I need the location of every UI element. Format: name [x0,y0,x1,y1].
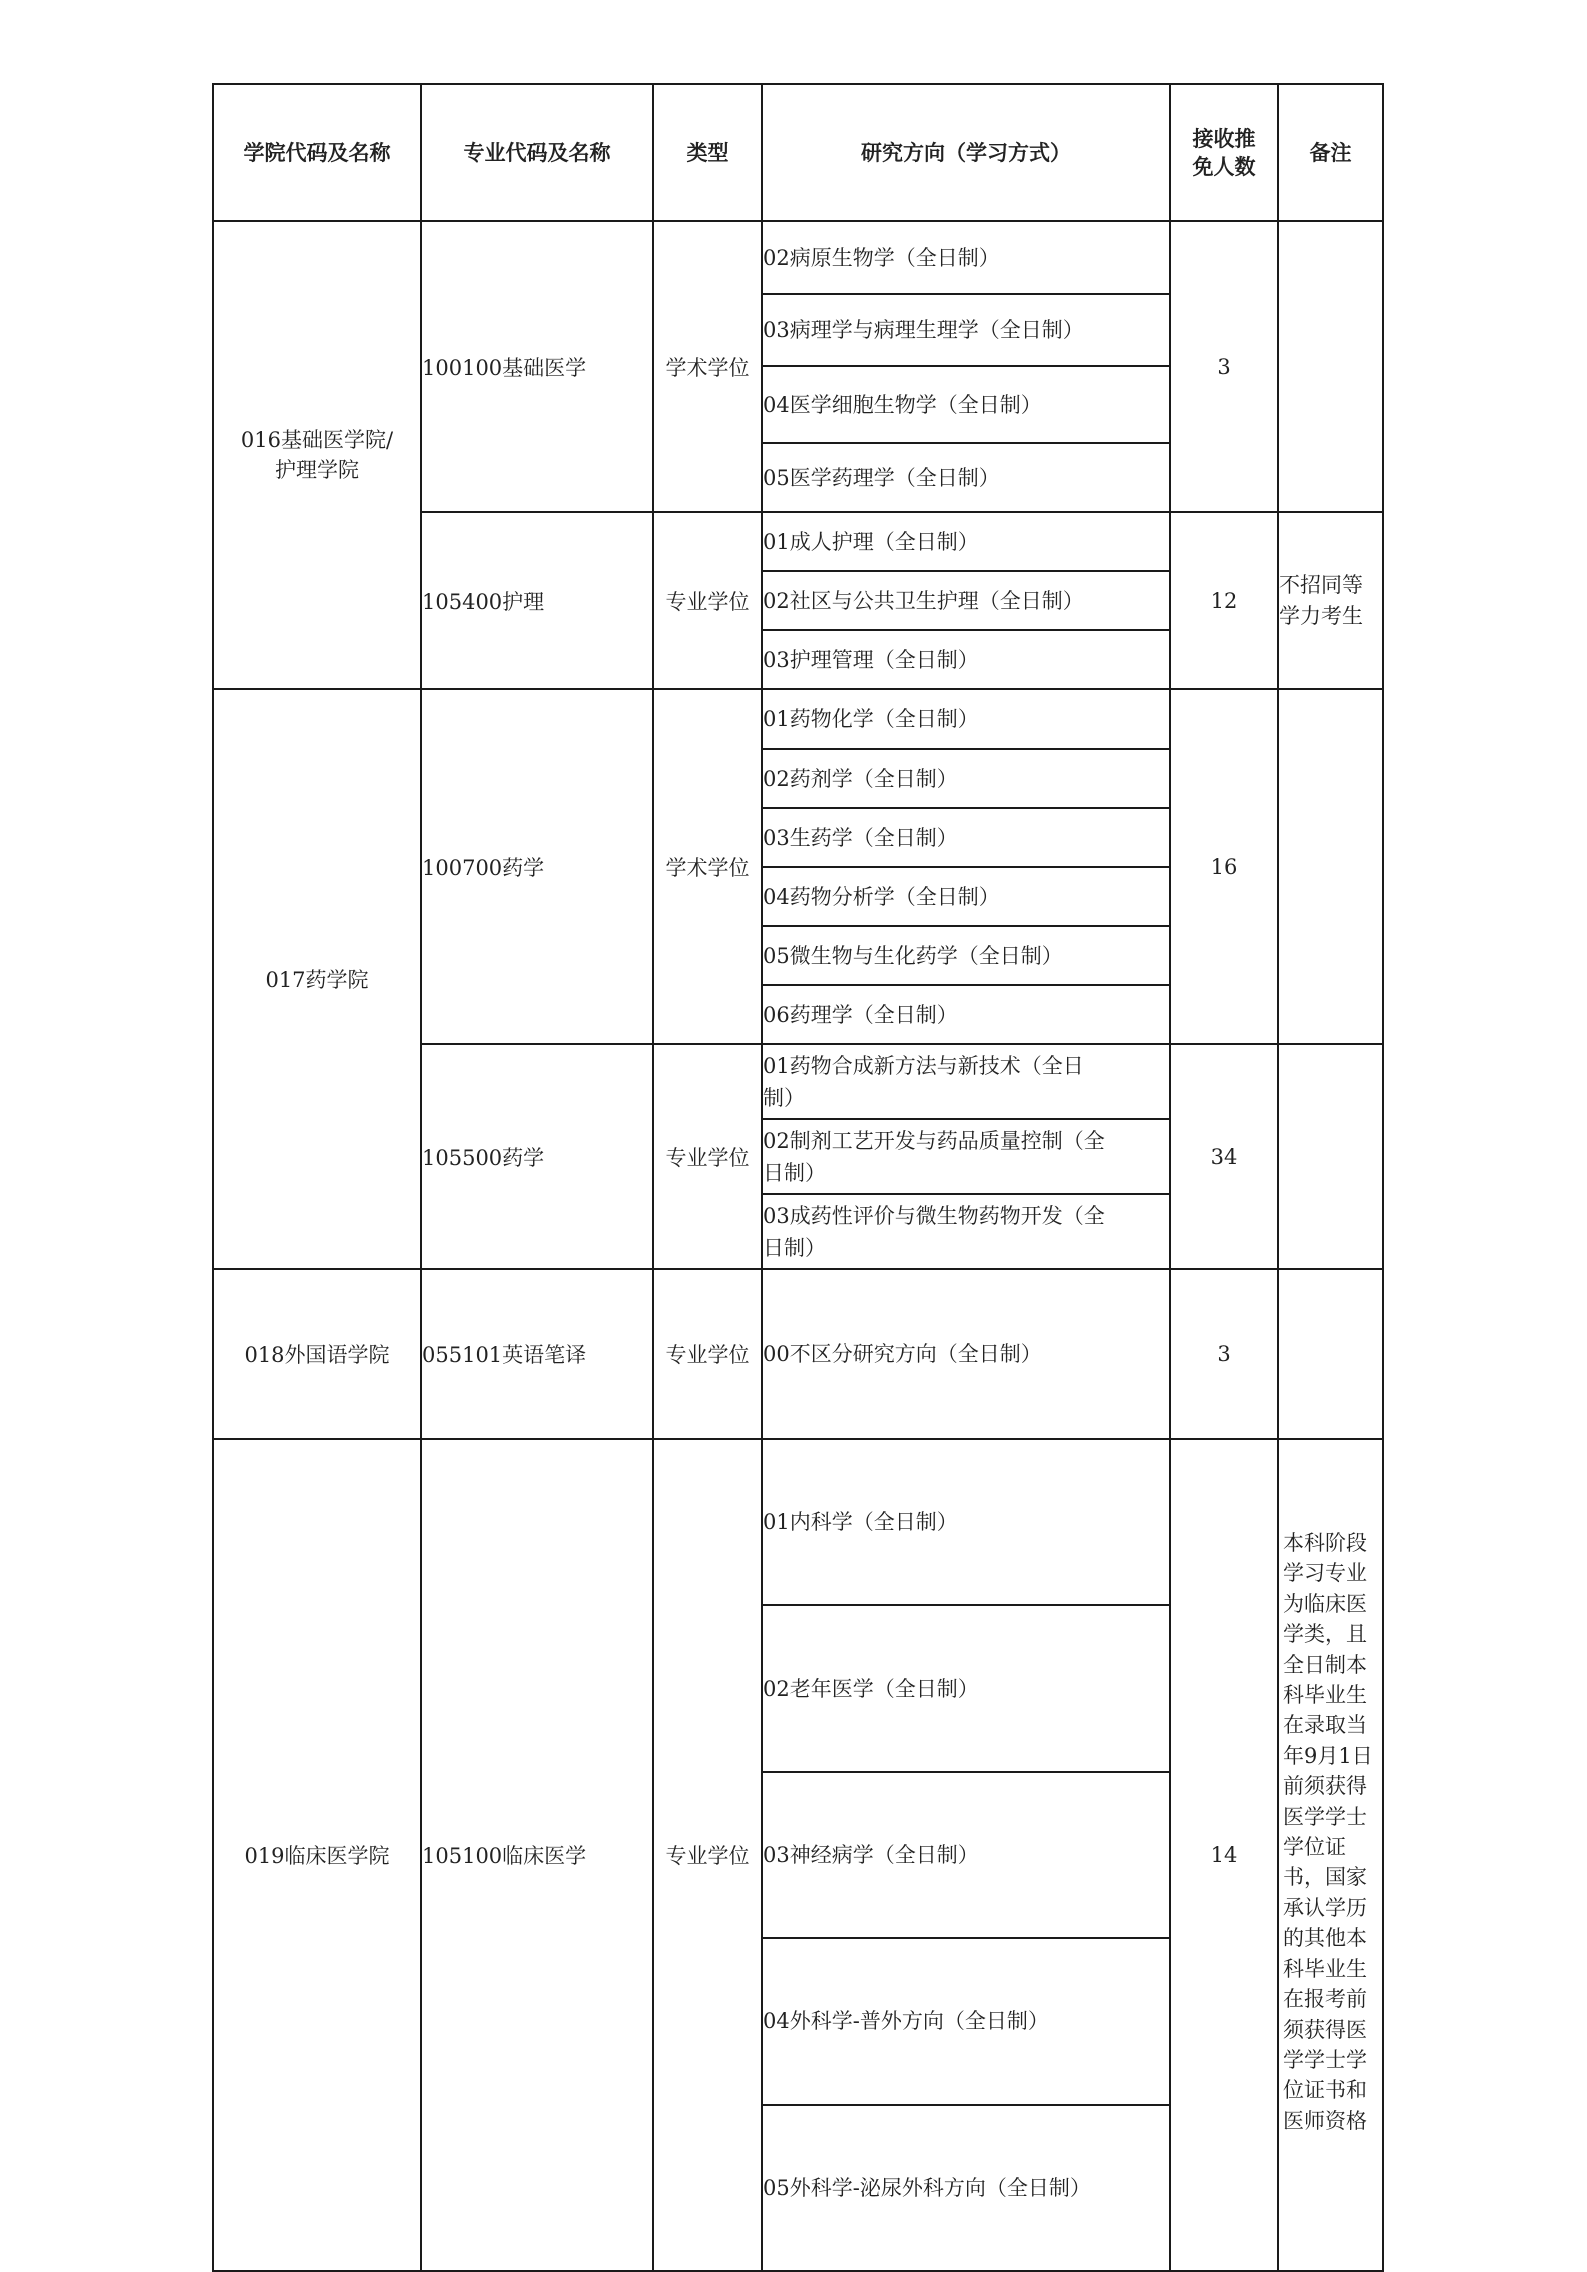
direction-cell: 02药剂学（全日制） [762,749,1170,808]
college-cell: 016基础医学院/护理学院 [213,221,421,689]
major-cell: 105400护理 [421,512,653,689]
table-row [213,221,1383,294]
note-cell [1278,1044,1383,1269]
major-cell: 100100基础医学 [421,221,653,512]
type-cell: 学术学位 [653,221,762,512]
header-direction: 研究方向（学习方式） [762,84,1170,221]
table-row [213,1269,1383,1439]
admission-table [212,83,1384,2272]
type-cell: 专业学位 [653,512,762,689]
header-quota: 接收推免人数 [1170,84,1278,221]
note-cell [1278,689,1383,1044]
direction-cell: 02病原生物学（全日制） [762,221,1170,294]
quota-cell: 12 [1170,512,1278,689]
note-cell: 不招同等学力考生 [1278,512,1383,689]
direction-cell: 05微生物与生化药学（全日制） [762,926,1170,985]
quota-cell: 3 [1170,1269,1278,1439]
table-row [213,689,1383,749]
college-cell: 017药学院 [213,689,421,1269]
type-cell: 学术学位 [653,689,762,1044]
direction-cell: 02老年医学（全日制） [762,1605,1170,1771]
direction-cell: 01药物合成新方法与新技术（全日制） [762,1044,1170,1119]
direction-cell: 06药理学（全日制） [762,985,1170,1044]
direction-cell: 03病理学与病理生理学（全日制） [762,294,1170,366]
direction-cell: 04药物分析学（全日制） [762,867,1170,926]
direction-cell: 03成药性评价与微生物药物开发（全日制） [762,1194,1170,1269]
direction-cell: 03护理管理（全日制） [762,630,1170,689]
college-cell: 019临床医学院 [213,1439,421,2271]
note-cell [1278,1439,1383,2271]
major-cell: 105100临床医学 [421,1439,653,2271]
direction-cell: 04医学细胞生物学（全日制） [762,366,1170,443]
header-major: 专业代码及名称 [421,84,653,221]
note-cell [1278,1269,1383,1439]
type-cell: 专业学位 [653,1269,762,1439]
type-cell: 专业学位 [653,1439,762,2271]
direction-cell: 01成人护理（全日制） [762,512,1170,571]
direction-cell: 01药物化学（全日制） [762,689,1170,749]
table-row [213,1439,1383,1605]
header-row [213,84,1383,221]
direction-cell: 02制剂工艺开发与药品质量控制（全日制） [762,1119,1170,1194]
direction-cell: 05外科学-泌尿外科方向（全日制） [762,2105,1170,2271]
header-college: 学院代码及名称 [213,84,421,221]
note-text: 本科阶段学习专业为临床医学类，且全日制本科毕业生在录取当年9月1日前须获得医学学士学位证书，国家承认学历的其他本科毕业生在报考前须获得医学学士学位证书和医师资格 [1283,1531,1373,2133]
direction-cell: 00不区分研究方向（全日制） [762,1269,1170,1439]
major-cell: 100700药学 [421,689,653,1044]
direction-cell: 01内科学（全日制） [762,1439,1170,1605]
quota-cell: 16 [1170,689,1278,1044]
quota-cell: 14 [1170,1439,1278,2271]
college-cell: 018外国语学院 [213,1269,421,1439]
direction-cell: 05医学药理学（全日制） [762,443,1170,512]
direction-cell: 02社区与公共卫生护理（全日制） [762,571,1170,630]
direction-cell: 04外科学-普外方向（全日制） [762,1938,1170,2104]
direction-cell: 03生药学（全日制） [762,808,1170,867]
header-note: 备注 [1278,84,1383,221]
quota-cell: 34 [1170,1044,1278,1269]
quota-cell: 3 [1170,221,1278,512]
major-cell: 055101英语笔译 [421,1269,653,1439]
type-cell: 专业学位 [653,1044,762,1269]
header-type: 类型 [653,84,762,221]
major-cell: 105500药学 [421,1044,653,1269]
direction-cell: 03神经病学（全日制） [762,1772,1170,1938]
note-cell [1278,221,1383,512]
